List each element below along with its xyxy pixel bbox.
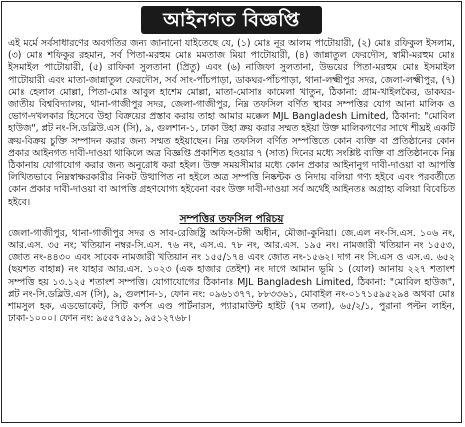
notice-title: আইনগত বিজ্ঞপ্তি bbox=[141, 6, 321, 34]
schedule-heading: সম্পত্তির তফসিল পরিচয় bbox=[179, 212, 284, 225]
title-bar bbox=[8, 6, 455, 34]
notice-paragraph-schedule: জেলা-গাজীপুর, থানা-গাজীপুর সদর ও সাব-রেজিষ্ট্রি অফিস-টঙ্গী অধীন, মৌজা-কুনিয়া। জে.এল নং-সি.এস. ১০৬ নং, আর.এস. ৩৫ নং; খতিয়ান নম্বর-সি.এস. ৭৬ নং, এস.এ. ৭৮ নং, আর.এস. ১৯৫ নং। নামজারী খতিয়ান নং ১৫৫৩, জোত নং-৪৪৩০ এবং সাবেক নামজারী খতিয়ান নং ১৫৫/১৭৪ এবং জোত নং-১৫৬২। দাগ নং সি.এস ও এস.এ. ৬৫২ (ছয়শত বাহান্ন) নং যাহার আর.এস. ১০২৩ (এক হাজার তেইশ) নং দাগে আমান ভূমি ১ (যোল) আনায় ২২৭ শতাংশ সম্পত্তি হয় ১৩.১২৫ শতাংশ সম্পত্তি। যোগাযোগের ঠিকানাঃ MJL Bangladesh Limited, ঠিকানা: "মোবিল হাউজ", প্লট নং-সি.ডব্লিউ.এস (সি), ৯, গুলশান-১, ফোন নং: ০৯৬১৩৭৭, ৮৮৩৩৬১, মোবাইল নং-০১৭১৫৯৫২৯৪ অথবা মোঃ শামসুল হক, এডভোকেট, সিটি কর্পস এণ্ড পার্টনারস, প্যারামাউন্ট হাইট (৭ম তলা), ৬৫/২/১, পুরানা পল্টন লাইন, ঢাকা-১০০০। ফোন নং: ৯৫৫৭৫৯১, ৯৫১২৭৬৮। bbox=[8, 227, 455, 325]
legal-notice bbox=[1, 1, 462, 423]
notice-paragraph-main: এই মর্মে সর্বসাধারণের অবগতির জন্য জানানো যাইতেছে যে, (১) মোঃ নূর আলম পাটোয়ারী, (২) মোঃ রফিকুল ইসলাম, (৩) মোঃ শফিকুর রহমান, সর্ব পিতা-মরহুম মোঃ মমতাজ মিয়া পাটোয়ারী, (৪) জান্নাতুল ফেরদৌস, স্বামী-মরহুম মোঃ ইসমাইল পাটোয়ারী, (৫) রাফিকা সুলতানা (প্রিতু) এবং (৬) নাজিফা সুলতানা, উভয়ের পিতা-মরহুম মোঃ ইসমাইল পাটোয়ারী এবং মাতা-জান্নাতুল ফেরদৌস, সর্ব সাং-পাঁচপাড়া, ডাকঘর-পাঁচপাড়া, থানা-লক্ষ্মীপুর সদর, জেলা-লক্ষ্মীপুর, (৭) মোঃ হেলাল মোল্লা, পিতা-মোঃ আবুল হাশেম মোল্লা, মাতা-মোসাঃ কামেলা খাতুন, ঠিকানা: গ্রাম-খাইলকৈর, ডাকঘর-জাতীয় বিশ্ববিদ্যালয়, থানা-গাজীপুর সদর, জেলা-গাজীপুর, নিম্ন তফসিল বর্ণিত স্থাবর সম্পত্তির যোগ আনা মালিক ও ভোগ-দখলকার হিসেবে উহা বিক্রয়ের প্রস্তাব করায় তাহা আমার মক্কেল MJL Bangladesh Limited, ঠিকানা: "মোবিল হাউজ", প্লট নং-সি.ডব্লিউ.এস (সি), ৯, গুলশান-১, ঢাকা উহা ক্রয় করার সম্মত হইয়া উক্ত মালিকগণের সাথে শীঘ্রই একটি ক্রয়-বিক্রয় চুক্তি সম্পাদন করার জন্য সম্মত হইয়াছেন। নিম্ন তফসিল বর্ণিত সম্পত্তিতে কোন ব্যক্তি বা প্রতিষ্ঠানের কোন প্রকার আইনগত দাবী-দাওয়া থাকিলে অত্র বিজ্ঞপ্তি প্রকাশিত হওয়ার ৭ (সাত) দিনের মধ্যে সংশ্লিষ্ট ব্যক্তি বা প্রতিষ্ঠানকে নিম্ন ঠিকানায় যোগাযোগ করার জন্য অনুরোধ করা হইল। উক্ত সময়সীমার মধ্যে কোন প্রকার আইনানুগ দাবী-দাওয়া বা আপত্তি লিখিতভাবে নিম্নস্বাক্ষরকারীর নিকট উত্থাপিত না হইলে অত্র সম্পত্তি নিষ্কন্টক ও নিদায় বলিয়া গণ্য হইবে এবং পরবর্তীতে কোন প্রকার দাবী-দাওয়া বা আপত্তি গ্রহণযোগ্য হইবেনা বরং উক্ত দাবী-দাওয়া সর্ব অর্থেই আইনতঃ অগ্রাহ্য বলিয়া বিবেচিত হইবে। bbox=[8, 38, 455, 208]
